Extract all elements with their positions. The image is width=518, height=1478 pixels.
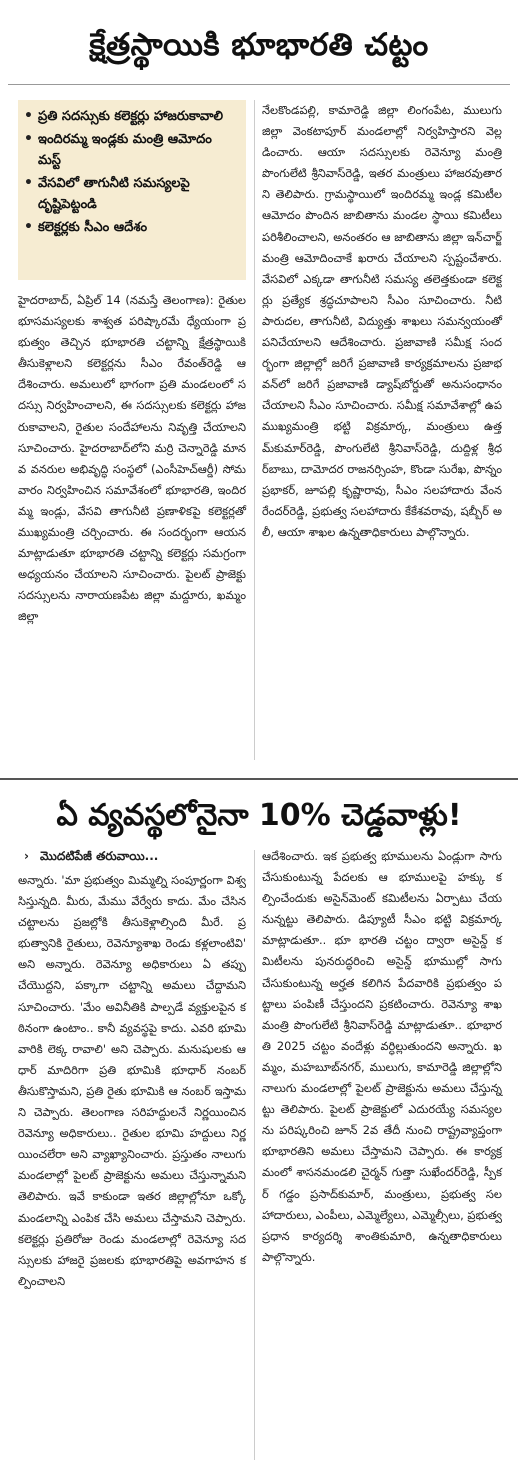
story1-left-column [18, 290, 246, 628]
highlight-text: కలెక్టర్లకు సీఎం ఆదేశం [38, 220, 148, 235]
highlight-text: వేసవిలో తాగునీటి సమస్యలపై దృష్టిపెట్టండి [38, 176, 190, 212]
story1-left-text: హైదరాబాద్, ఏప్రిల్ 14 (నమస్తే తెలంగాణ): రైతుల భూసమస్యలకు శాశ్వత పరిష్కారమే ధ్యేయంగా ప్రభుత్వం తెచ్చిన భూభారతి చట్టాన్ని క్షేత్రస్థాయికి తీసుకెళ్లాలని కలెక్టర్లను సీఎం రేవంత్‌రెడ్డి ఆదేశించారు. అమలులో భాగంగా ప్రతి మండలంలో సదస్సు నిర్వహించాలని, ఈ సదస్సులకు కలెక్టర్లు హాజరుకావాలని, రైతుల సందేహాలను నివృత్తి చేయాలని సూచించారు. హైదరాబాద్‌లోని మర్రి చెన్నారెడ్డి మానవ వనరుల అభివృద్ధి సంస్థలో (ఎంసీహెచ్‌ఆర్డీ) సోమవారం నిర్వహించిన సమావేశంలో భూభారతి, ఇందిరమ్మ ఇండ్లు, వేసవి తాగునీటి ప్రణాళికపై కలెక్టర్లతో ముఖ్యమంత్రి చర్చించారు. ఈ సందర్భంగా ఆయన మాట్లాడుతూ భూభారతి చట్టాన్ని కలెక్టర్లు సమగ్రంగా అధ్యయనం చేయాలని సూచించారు. పైలట్ ప్రాజెక్టు సదస్సులను నారాయణపేట జిల్లా మద్దూరు, ఖమ్మం జిల్లా [18, 293, 246, 624]
story1-right-column [262, 100, 502, 543]
story2-left-column [18, 870, 246, 1292]
bullet-icon: • [24, 131, 33, 147]
story2-right-column [262, 846, 502, 1268]
bullet-icon: • [24, 108, 33, 124]
bullet-icon: • [24, 175, 33, 191]
column-divider [254, 100, 255, 760]
highlight-item [24, 129, 238, 171]
column-divider [254, 850, 255, 1460]
highlights-box [18, 100, 246, 280]
highlight-item [24, 217, 238, 238]
highlight-text: ప్రతి సదస్సుకు కలెక్టర్లు హాజరుకావాలి [38, 109, 224, 124]
story1-headline: క్షేత్రస్థాయికి భూభారతి చట్టం [89, 27, 429, 63]
story2-headline: ఏ వ్యవస్థలోనైనా 10% చెడ్డవాళ్లు! [56, 798, 462, 833]
highlight-item [24, 106, 238, 127]
story2-right-text: ఆదేశించారు. ఇక ప్రభుత్వ భూములను ఏండ్లుగా సాగు చేసుకుంటున్న పేదలకు ఆ భూములపై హక్కు కల్పించేందుకు అసైన్‌మెంట్ కమిటీలను ఏర్పాటు చేయనున్నట్టు తెలిపారు. డిప్యూటీ సీఎం భట్టి విక్రమార్క మాట్లాడుతూ.. భూ భారతి చట్టం ద్వారా అసైన్డ్ కమిటీలను పునరుద్ధరించి అసైన్డ్ భూముల్లో సాగు చేసుకుంటున్న అర్హత కలిగిన పేదవారికి ప్రభుత్వం పట్టాలు పంపిణీ చేస్తుందని ప్రకటించారు. రెవెన్యూ శాఖ మంత్రి పొంగులేటి శ్రీనివాస్‌రెడ్డి మాట్లాడుతూ.. భూభారతి 2025 చట్టం వందేళ్లు వర్ధిల్లుతుందని అన్నారు. ఖమ్మం, మహబూబ్‌నగర్, ములుగు, కామారెడ్డి జిల్లాల్లోని నాలుగు మండలాల్లో పైలట్ ప్రాజెక్టును అమలు చేస్తున్నట్టు తెలిపారు. పైలట్ ప్రాజెక్టులో ఎదురయ్యే సమస్యలను పరిష్కరించి జూన్ 2వ తేదీ నుంచి రాష్ట్రవ్యాప్తంగా భూభారతిని అమలు చేస్తామని చెప్పారు. ఈ కార్యక్రమంలో శాసనమండలి చైర్మన్ గుత్తా సుఖేందర్‌రెడ్డి, స్పీకర్ గడ్డం ప్రసాద్‌కుమార్, మంత్రులు, ప్రభుత్వ సలహాదారులు, ఎంపీలు, ఎమ్మెల్యేలు, ఎమ్మెల్సీలు, ప్రభుత్వ ప్రధాన కార్యదర్శి శాంతికుమారి, ఉన్నతాధికారులు పాల్గొన్నారు. [262, 849, 502, 1264]
story1-right-text: నేలకొండపల్లి, కామారెడ్డి జిల్లా లింగంపేట, ములుగు జిల్లా వెంకటాపూర్ మండలాల్లో నిర్వహిస్తారని వెల్లడించారు. ఆయా సదస్సులకు రెవెన్యూ మంత్రి పొంగులేటి శ్రీనివాస్‌రెడ్డి, ఇతర మంత్రులు హాజరవుతారని తెలిపారు. గ్రామస్థాయిలో ఇందిరమ్మ ఇండ్ల కమిటీల ఆమోదం పొందిన జాబితాను మండల స్థాయి కమిటీలు పరిశీలించాలని, అనంతరం ఆ జాబితాను జిల్లా ఇన్‌చార్జ్ మంత్రి ఆమోదించాకే ఖరారు చేయాలని స్పష్టంచేశారు. వేసవిలో ఎక్కడా తాగునీటి సమస్య తలెత్తకుండా కలెక్టర్లు ప్రత్యేక శ్రద్ధచూపాలని సీఎం సూచించారు. నీటి పారుదల, తాగునీటి, విద్యుత్తు శాఖలు సమన్వయంతో పనిచేయాలని ఆదేశించారు. ప్రజావాణి సమీక్ష సందర్భంగా జిల్లాల్లో జరిగే ప్రజావాణి కార్యక్రమాలను ప్రజాభవన్‌లో జరిగే ప్రజావాణి డ్యాష్‌బోర్డుతో అనుసంధానం చేయాలని సీఎం సూచించారు. సమీక్ష సమావేశాల్లో ఉప ముఖ్యమంత్రి భట్టి విక్రమార్క, మంత్రులు ఉత్తమ్‌కుమార్‌రెడ్డి, పొంగులేటి శ్రీనివాస్‌రెడ్డి, దుద్దిళ్ల శ్రీధర్‌బాబు, దామోదర రాజనర్సింహ, కొండా సురేఖ, పొన్నం ప్రభాకర్, జూపల్లి కృష్ణారావు, సీఎం సలహాదారు వేంనరేందర్‌రెడ్డి, ప్రభుత్వ సలహాదారు కేకేశవరావు, షబ్బీర్ అలీ, ఆయా శాఖల ఉన్నతాధికారులు పాల్గొన్నారు. [262, 103, 502, 539]
continued-label [24, 846, 159, 866]
chevron-right-icon: › [24, 849, 29, 863]
continued-text: మొదటిపేజీ తరువాయి... [40, 849, 159, 863]
highlight-text: ఇందిరమ్మ ఇండ్లకు మంత్రి ఆమోదం మస్ట్ [38, 132, 212, 168]
bullet-icon: • [24, 219, 33, 235]
headline-divider [8, 84, 510, 85]
highlight-item [24, 173, 238, 215]
story-separator [0, 778, 518, 780]
story2-left-text: అన్నారు. 'మా ప్రభుత్వం మిమ్మల్ని సంపూర్ణంగా విశ్వసిస్తున్నది. మీరు, మేము వేర్వేరు కాదు. మేం చేసిన చట్టాలను ప్రజల్లోకి తీసుకెళ్లాల్సింది మీరే. ప్రభుత్వానికి రైతులు, రెవెన్యూశాఖ రెండు కళ్లలాంటివి' అని అన్నారు. రెవెన్యూ అధికారులు ఏ తప్పు చేయొద్దని, పక్కాగా చట్టాన్ని అమలు చేద్దామని సూచించారు. 'మేం అవినీతికి పాల్పడే వ్యక్తులపైన కఠినంగా ఉంటాం.. కానీ వ్యవస్థపై కాదు. ఎవరి భూమి వారికి లెక్క రావాలి' అని చెప్పారు. మనుషులకు ఆధార్ మాదిరిగా ప్రతి భూమికి భూధార్ నంబర్ తీసుకొస్తామని, ప్రతి రైతు భూమికి ఆ నంబర్ ఇస్తామని చెప్పారు. తెలంగాణ సరిహద్దులనే నిర్ణయించిన రెవెన్యూ అధికారులు.. రైతుల భూమి హద్దులు నిర్ణయించలేరా అని వ్యాఖ్యానించారు. ప్రస్తుతం నాలుగు మండలాల్లో పైలట్ ప్రాజెక్టును అమలు చేస్తున్నామని తెలిపారు. ఇవే కాకుండా ఇతర జిల్లాల్లోనూ ఒక్కో మండలాన్ని ఎంపిక చేసి అమలు చేస్తామని చెప్పారు. కలెక్టర్లు ప్రతిరోజు రెండు మండలాల్లో రెవెన్యూ సదస్సులకు హాజరై ప్రజలకు భూభారతిపై అవగాహన కల్పించాలని [18, 873, 246, 1288]
